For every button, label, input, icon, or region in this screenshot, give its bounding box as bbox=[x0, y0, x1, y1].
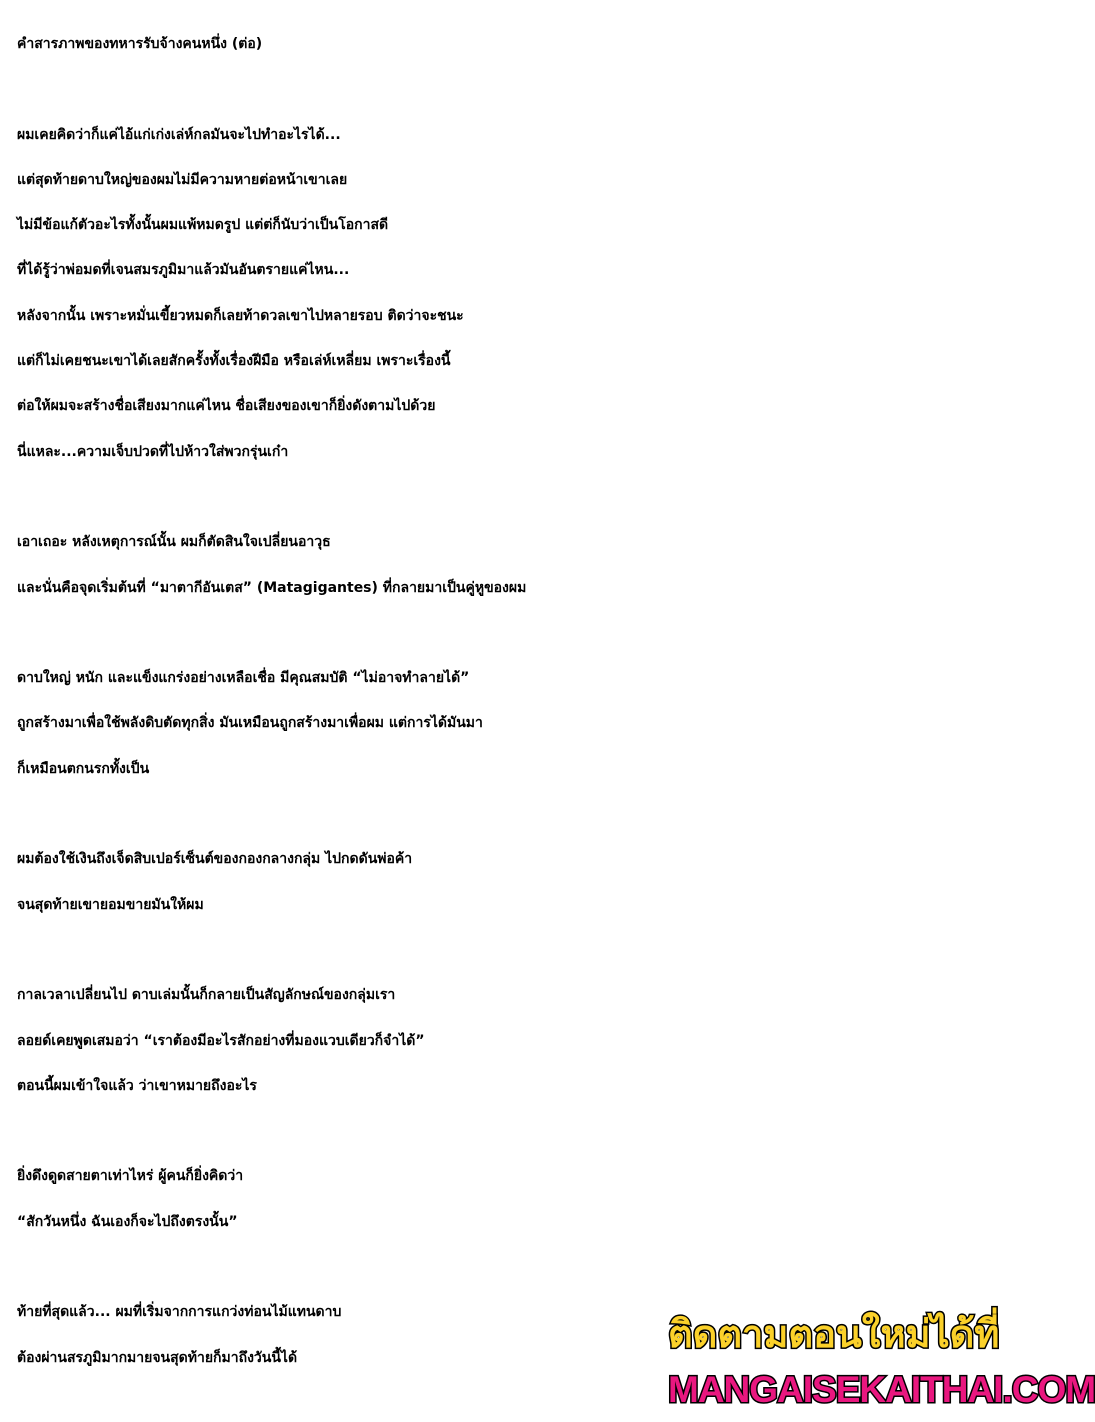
paragraph-line: ต่อให้ผมจะสร้างชื่อเสียงมากแค่ไหน ชื่อเสียงของเขาก็ยิ่งดังตามไปด้วย bbox=[17, 398, 436, 415]
paragraph-line: จนสุดท้ายเขายอมขายมันให้ผม bbox=[17, 896, 204, 913]
paragraph-line: แต่ก็ไม่เคยชนะเขาได้เลยสักครั้งทั้งเรื่องฝีมือ หรือเล่ห์เหลี่ยม เพราะเรื่องนี้ bbox=[17, 353, 451, 370]
paragraph-line: ผมต้องใช้เงินถึงเจ็ดสิบเปอร์เซ็นต์ของกองกลางกลุ่ม ไปกดดันพ่อค้า bbox=[17, 851, 413, 868]
document-title: คำสารภาพของทหารรับจ้างคนหนึ่ง (ต่อ) bbox=[17, 36, 263, 52]
watermark-line-follow: ติดตามตอนใหม่ได้ที่ bbox=[668, 1312, 1000, 1356]
paragraph-line: แต่สุดท้ายดาบใหญ่ของผมไม่มีความหายต่อหน้าเขาเลย bbox=[17, 171, 348, 188]
paragraph-gap bbox=[17, 1245, 987, 1290]
paragraph-line: ที่ได้รู้ว่าพ่อมดที่เจนสมรภูมิมาแล้วมันอันตรายแค่ไหน... bbox=[17, 262, 350, 279]
paragraph-line: ต้องผ่านสรภูมิมากมายจนสุดท้ายก็มาถึงวันนี้ได้ bbox=[17, 1349, 298, 1366]
paragraph-line: กาลเวลาเปลี่ยนไป ดาบเล่มนั้นก็กลายเป็นสัญลักษณ์ของกลุ่มเรา bbox=[17, 987, 396, 1004]
paragraph-line: หลังจากนั้น เพราะหมั่นเขี้ยวหมดก็เลยท้าดวลเขาไปหลายรอบ ติดว่าจะชนะ bbox=[17, 307, 464, 324]
paragraph-line: ไม่มีข้อแก้ตัวอะไรทั้งนั้นผมแพ้หมดรูป แต่ต่ก็นับว่าเป็นโอกาสดี bbox=[17, 217, 389, 234]
paragraph-line: ผมเคยคิดว่าก็แค่ไอ้แก่เก่งเล่ห์กลมันจะไปทำอะไรได้... bbox=[17, 126, 341, 143]
paragraph-line: “สักวันหนึ่ง ฉันเองก็จะไปถึงตรงนั้น” bbox=[17, 1213, 238, 1230]
watermark-logo bbox=[668, 1306, 1095, 1418]
paragraph-gap bbox=[17, 792, 987, 837]
paragraph-line: ก็เหมือนตกนรกทั้งเป็น bbox=[17, 760, 150, 777]
paragraph-line: นี่แหละ...ความเจ็บปวดที่ไปห้าวใส่พวกรุ่นเก๋า bbox=[17, 443, 289, 460]
paragraph-gap bbox=[17, 67, 987, 112]
paragraph-line: ท้ายที่สุดแล้ว... ผมที่เริ่มจากการแกว่งท่อนไม้แทนดาบ bbox=[17, 1304, 342, 1321]
paragraph-gap bbox=[17, 475, 987, 520]
paragraph-gap bbox=[17, 1109, 987, 1154]
paragraph-gap bbox=[17, 611, 987, 656]
paragraph-gap bbox=[17, 928, 987, 973]
paragraph-line: และนั่นคือจุดเริ่มต้นที่ “มาตากีอันเตส” (Matagigantes) ที่กลายมาเป็นคู่หูของผม bbox=[17, 579, 527, 596]
paragraph-line: เอาเถอะ หลังเหตุการณ์นั้น ผมก็ตัดสินใจเปลี่ยนอาวุธ bbox=[17, 534, 331, 551]
paragraph-line: ดาบใหญ่ หนัก และแข็งแกร่งอย่างเหลือเชื่อ มีคุณสมบัติ “ไม่อาจทำลายได้” bbox=[17, 670, 470, 687]
text-block bbox=[17, 22, 987, 1381]
paragraph-line: ถูกสร้างมาเพื่อใช้พลังดิบตัดทุกสิ่ง มันเหมือนถูกสร้างมาเพื่อผม แต่การได้มันมา bbox=[17, 715, 483, 732]
watermark-line-site: MANGAISEKAITHAI.COM bbox=[668, 1369, 1095, 1410]
paragraph-line: ลอยด์เคยพูดเสมอว่า “เราต้องมีอะไรสักอย่างที่มองแวบเดียวก็จำได้” bbox=[17, 1032, 425, 1049]
paragraph-line: ตอนนี้ผมเข้าใจแล้ว ว่าเขาหมายถึงอะไร bbox=[17, 1077, 257, 1094]
paragraph-line: ยิ่งดึงดูดสายตาเท่าไหร่ ผู้คนก็ยิ่งคิดว่า bbox=[17, 1168, 244, 1185]
